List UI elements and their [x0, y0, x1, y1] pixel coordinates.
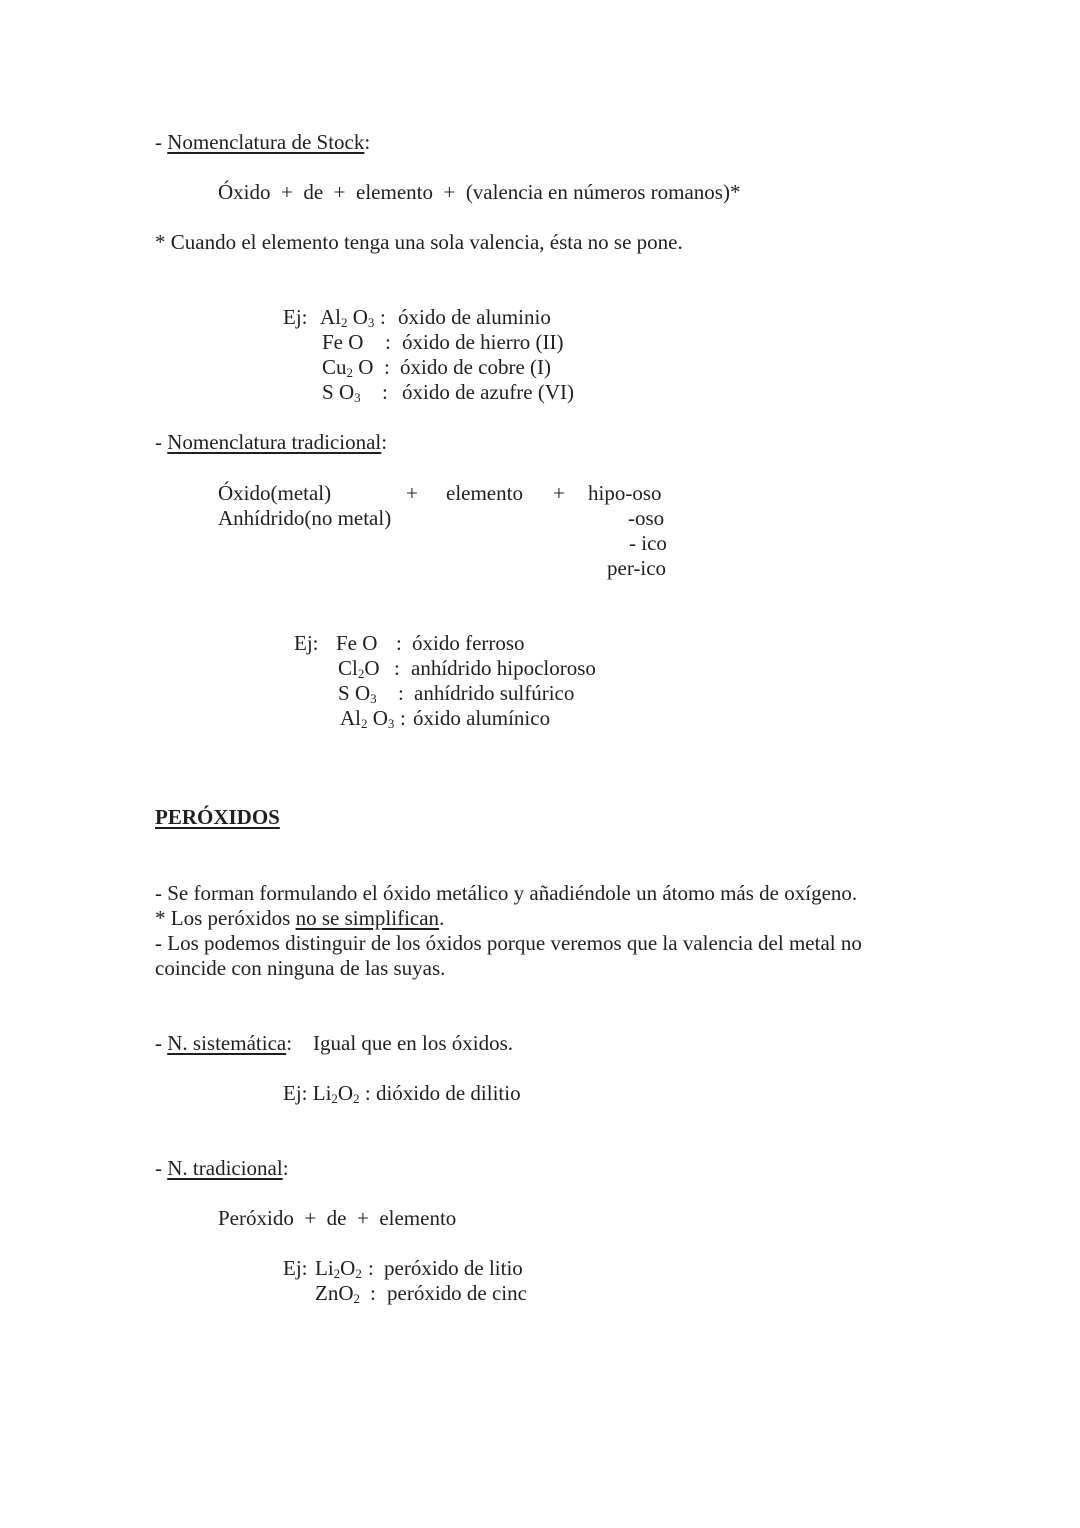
- tradicional-suffix: -oso: [628, 506, 665, 530]
- sistematica-example: Ej: $Li_2O_2$ : dióxido de dilitio: [283, 1081, 521, 1106]
- stock-example-sep: :: [380, 305, 386, 329]
- tradicional-heading-line: - Nomenclatura tradicional:: [155, 430, 388, 454]
- ntradicional-example-sep: :: [368, 1256, 374, 1280]
- sistematica-text: Igual que en los óxidos.: [313, 1031, 514, 1055]
- tradicional-plus: +: [406, 481, 418, 505]
- stock-note: * Cuando el elemento tenga una sola valencia, ésta no se pone.: [155, 230, 683, 254]
- stock-example-name: óxido de cobre (I): [400, 355, 552, 379]
- tradicional-col1-anhidrido: Anhídrido(no metal): [218, 506, 392, 530]
- ntradicional-example-name: peróxido de litio: [384, 1256, 523, 1280]
- stock-example-name: óxido de azufre (VI): [402, 380, 574, 404]
- tradicional-elemento: elemento: [446, 481, 523, 505]
- sistematica-heading: N. sistemática: [167, 1031, 287, 1055]
- peroxidos-title: PERÓXIDOS: [155, 805, 280, 829]
- ntradicional-heading-line: - N. tradicional:: [155, 1156, 289, 1180]
- stock-example-sep: :: [382, 380, 388, 404]
- stock-example-sep: :: [384, 355, 390, 379]
- tradicional-example-sep: :: [400, 706, 406, 730]
- stock-example-sep: :: [385, 330, 391, 354]
- ntradicional-formula: Peróxido + de + elemento: [218, 1206, 457, 1230]
- no-se-simplifican: no se simplifican: [295, 906, 440, 930]
- ntradicional-example-formula: $Li_2O_2$: [315, 1256, 362, 1281]
- ntradicional-example-formula: ZnO$_2$: [315, 1281, 360, 1306]
- tradicional-example-sep: :: [396, 631, 402, 655]
- tradicional-example-formula: $Al_2$ $O_3$: [340, 706, 395, 731]
- ntradicional-example-sep: :: [370, 1281, 376, 1305]
- stock-heading-line: - Nomenclatura de Stock:: [155, 130, 371, 154]
- stock-example-formula: S $O_3$: [322, 380, 361, 405]
- stock-example-name: óxido de hierro (II): [402, 330, 564, 354]
- stock-examples-label: Ej:: [283, 305, 308, 329]
- stock-example-formula: $Al_2$ $O_3$: [320, 305, 375, 330]
- tradicional-examples-label: Ej:: [294, 631, 319, 655]
- tradicional-example-name: anhídrido sulfúrico: [414, 681, 575, 705]
- sistematica-heading-line: - N. sistemática:: [155, 1031, 293, 1055]
- tradicional-example-sep: :: [394, 656, 400, 680]
- tradicional-example-name: anhídrido hipocloroso: [411, 656, 596, 680]
- tradicional-example-formula: Fe O: [336, 631, 378, 655]
- tradicional-example-sep: :: [398, 681, 404, 705]
- stock-example-formula: $Cu_2$ O: [322, 355, 374, 380]
- tradicional-plus: +: [553, 481, 565, 505]
- tradicional-example-name: óxido alumínico: [413, 706, 551, 730]
- tradicional-col1-oxido: Óxido(metal): [218, 481, 332, 505]
- tradicional-heading: Nomenclatura tradicional: [167, 430, 382, 454]
- tradicional-suffix: hipo-oso: [588, 481, 662, 505]
- ntradicional-example-name: peróxido de cinc: [387, 1281, 527, 1305]
- tradicional-example-formula: S $O_3$: [338, 681, 377, 706]
- tradicional-example-name: óxido ferroso: [412, 631, 525, 655]
- stock-example-name: óxido de aluminio: [398, 305, 551, 329]
- stock-example-formula: Fe O: [322, 330, 364, 354]
- peroxidos-line4: coincide con ninguna de las suyas.: [155, 956, 446, 980]
- peroxidos-line1: - Se forman formulando el óxido metálico y añadiéndole un átomo más de oxígeno.: [155, 881, 858, 905]
- tradicional-example-formula: $Cl_2O$: [338, 656, 380, 681]
- stock-formula: Óxido + de + elemento + (valencia en números romanos)*: [218, 180, 741, 204]
- tradicional-suffix: - ico: [629, 531, 667, 555]
- peroxidos-line2: * Los peróxidos no se simplifican.: [155, 906, 445, 930]
- ntradicional-heading: N. tradicional: [167, 1156, 283, 1180]
- ntradicional-examples-label: Ej:: [283, 1256, 308, 1280]
- tradicional-suffix: per-ico: [607, 556, 667, 580]
- peroxidos-line3: - Los podemos distinguir de los óxidos porque veremos que la valencia del metal no: [155, 931, 862, 955]
- stock-heading: Nomenclatura de Stock: [167, 130, 365, 154]
